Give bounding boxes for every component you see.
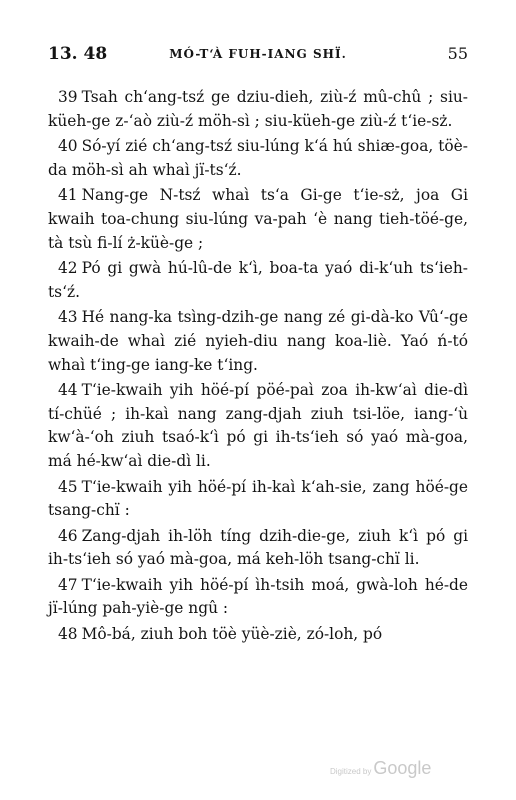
book-title: MÓ-T‘À FUH-IANG SHÏ. (169, 47, 347, 61)
verse-42 (48, 257, 468, 304)
digitized-watermark (330, 758, 431, 779)
verse-44 (48, 379, 468, 473)
verse-number: 42 (58, 259, 78, 278)
verse-body: Mô-bá, ziuh boh töè yüè-ziè, zó-loh, pó (81, 625, 383, 644)
verse-body: Zang-djah ih-löh tíng dzih-die-ge, ziuh k‘ì pó gi ih-ts‘ieh só yaó mà-goa, má keh-löh tsang-chï li. (48, 526, 468, 569)
verse-number: 47 (58, 575, 78, 594)
chapter-verse-ref: 13. 48 (48, 44, 108, 64)
verse-number: 40 (58, 137, 78, 156)
verse-41 (48, 184, 468, 255)
google-logo: Google (373, 758, 432, 778)
watermark-caption: Digitized by (330, 767, 372, 776)
verse-body: T‘ie-kwaih yih höé-pí ih-kaì k‘ah-sie, zang höé-ge tsang-chï : (48, 477, 468, 520)
verse-body: T‘ie-kwaih yih höé-pí ìh-tsih moá, gwà-loh hé-de jï-lúng pah-yiè-ge ngû : (48, 575, 468, 618)
page-number: 55 (447, 44, 468, 63)
verse-body: Nang-ge N-tsź whaì ts‘a Gi-ge t‘ie-sż, joa Gi kwaih toa-chung siu-lúng va-pah ‘è nang tieh-töé-ge, tà tsù fi-lí ż-küè-ge ; (48, 186, 468, 252)
verse-body: Tsah ch‘ang-tsź ge dziu-dieh, ziù-ź mû-chû ; siu-küeh-ge z-‘aò ziù-ź möh-sì ; siu-küeh-ge ziù-ź t‘ie-sż. (48, 88, 468, 130)
verse-number: 45 (58, 477, 78, 496)
verse-40 (48, 135, 468, 182)
running-header (0, 44, 516, 74)
verse-number: 41 (58, 186, 78, 205)
verse-46 (48, 525, 468, 572)
verse-number: 48 (58, 625, 78, 644)
verse-body: Hé nang-ka tsìng-dzih-ge nang zé gi-dà-ko Vû‘-ge kwaih-de whaì zié nyieh-diu nang koa-liè. Yaó ń-tó whaì t‘ing-ge iang-ke t‘ing. (48, 308, 468, 374)
verse-47 (48, 574, 468, 621)
verse-45 (48, 476, 468, 523)
verse-number: 44 (58, 381, 78, 400)
verse-number: 43 (58, 308, 78, 327)
verse-text (48, 86, 468, 649)
verse-body: T‘ie-kwaih yih höé-pí pöé-paì zoa ih-kw‘aì die-dì tí-chüé ; ih-kaì nang zang-djah ziuh tsi-löe, iang-‘ù kw‘à-‘oh ziuh tsaó-k‘ì pó gi ih-ts‘ieh só yaó mà-goa, má hé-kw‘aì die-dì li. (48, 381, 468, 470)
verse-body: Só-yí zié ch‘ang-tsź siu-lúng k‘á hú shiæ-goa, töè-da möh-sì ah whaì jï-ts‘ź. (48, 137, 468, 179)
verse-body: Pó gi gwà hú-lû-de k‘ì, boa-ta yaó di-k‘uh ts‘ieh-ts‘ź. (48, 259, 468, 301)
verse-number: 39 (58, 88, 78, 106)
verse-48 (48, 623, 468, 647)
verse-39 (48, 86, 468, 133)
verse-43 (48, 306, 468, 377)
verse-number: 46 (58, 526, 78, 545)
